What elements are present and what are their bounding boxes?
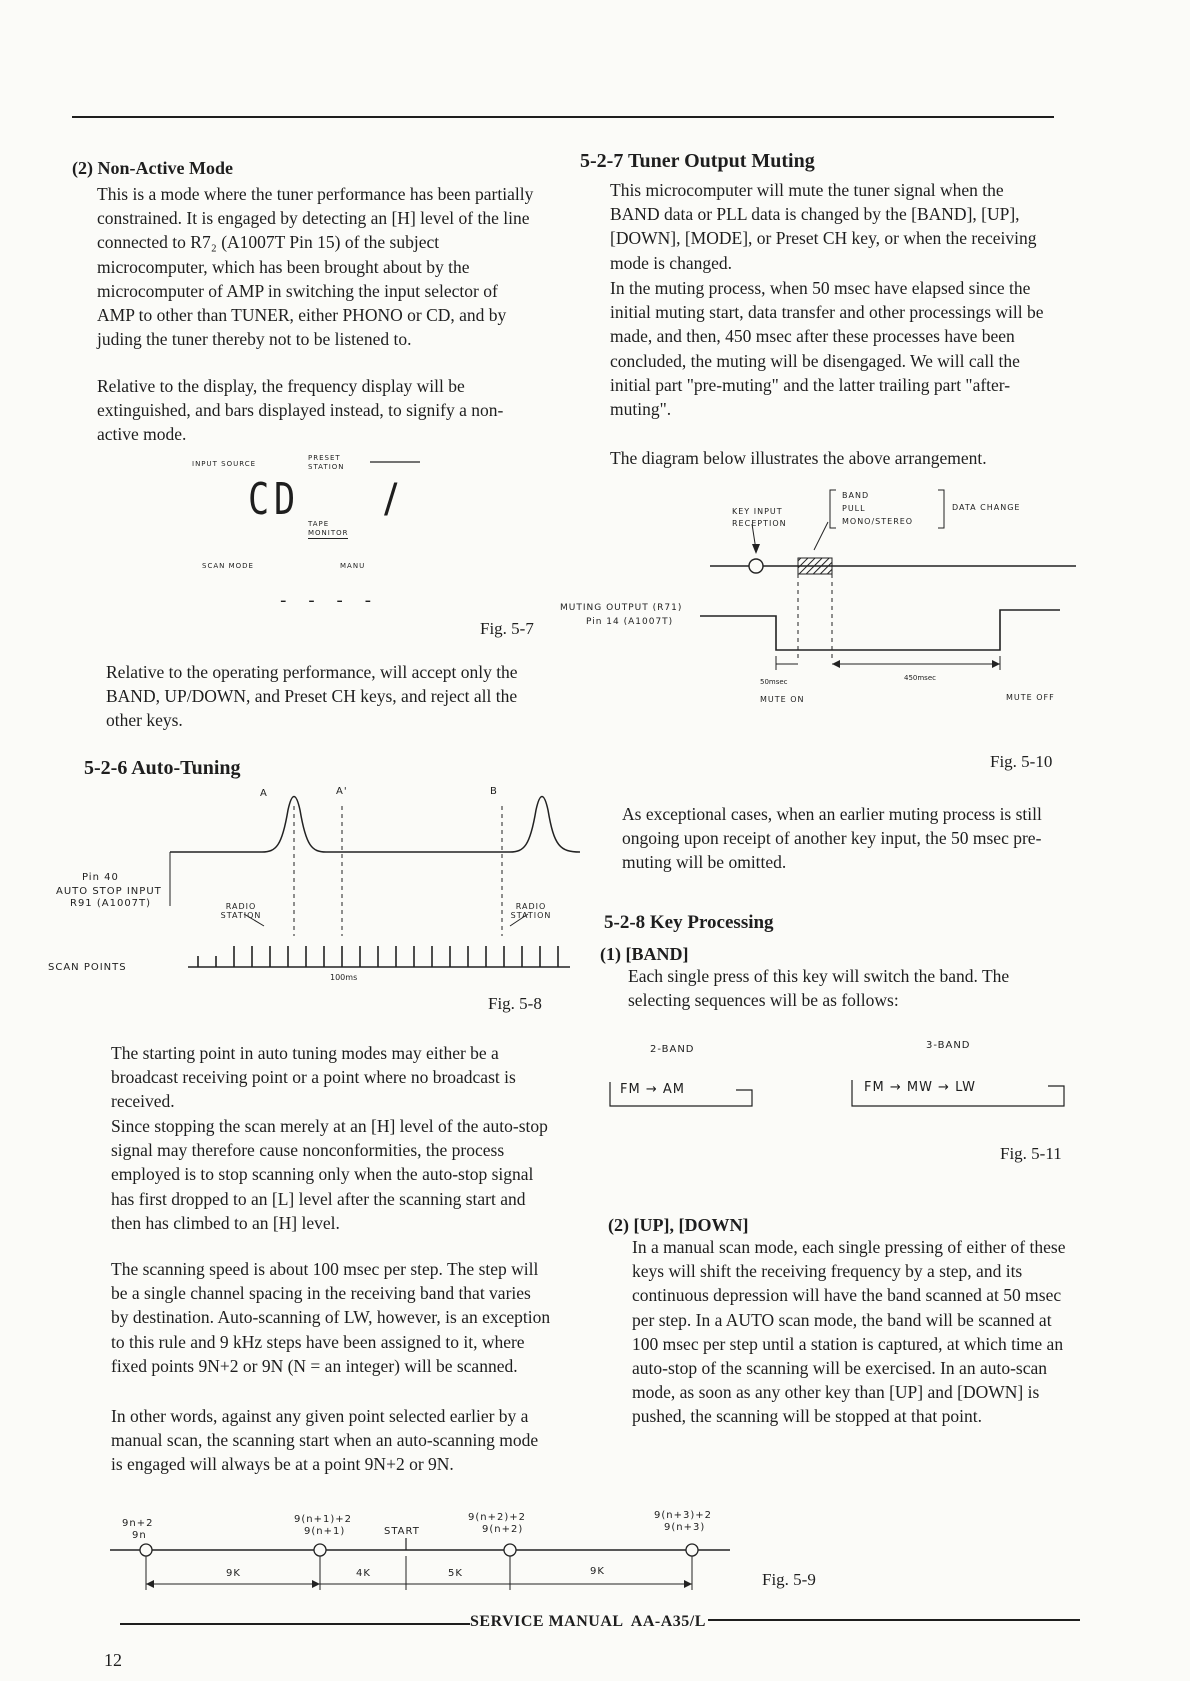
top-rule: [72, 116, 1054, 118]
input-source-label: INPUT SOURCE: [192, 460, 257, 468]
cd-display-text: CD: [248, 474, 300, 525]
channel-digit: /: [384, 476, 398, 522]
scan-points-label: SCAN POINTS: [48, 962, 127, 973]
footer-manual-title: SERVICE MANUAL AA-A35/L: [470, 1613, 706, 1630]
preset-station-label: PRESET STATION: [308, 454, 345, 471]
auto-paragraph-1: The starting point in auto tuning modes may either be a broadcast receiving point or a point where no broadcast is received.: [111, 1043, 516, 1112]
r91-label: R91 (A1007T): [70, 898, 152, 909]
muting-paragraph-1: This microcomputer will mute the tuner signal when the BAND data or PLL data is changed by the [BAND], [UP], [DOWN], [MODE], or Preset CH key, or when the receiving mode is changed.: [610, 180, 1037, 273]
ms50-label: 50msec: [760, 678, 788, 686]
mute-on-label: MUTE ON: [760, 695, 805, 704]
two-band-label: 2-BAND: [650, 1044, 695, 1055]
key-input-label: KEY INPUT: [732, 507, 783, 516]
ms450-label: 450msec: [904, 674, 936, 682]
updown-heading: (2) [UP], [DOWN]: [608, 1215, 749, 1235]
key-processing-heading: 5-2-8 Key Processing: [604, 912, 774, 933]
reception-label: RECEPTION: [732, 519, 787, 528]
fig-5-10-caption: Fig. 5-10: [990, 752, 1053, 771]
muting-figure: [560, 480, 1080, 740]
mute-off-label: MUTE OFF: [1006, 693, 1055, 702]
exception-paragraph: As exceptional cases, when an earlier muting process is still ongoing upon receipt of another key input, the 50 msec pre-muting will be omitted.: [622, 804, 1042, 873]
band-sequence-figure: [600, 1034, 1080, 1134]
pull-label: PULL: [842, 504, 866, 513]
nonactive-heading: (2) Non-Active Mode: [72, 158, 233, 178]
span-9k-left: 9K: [226, 1568, 241, 1579]
band-paragraph: Each single press of this key will switch the band. The selecting sequences will be as follows:: [628, 966, 1010, 1011]
manu-label: MANU: [340, 562, 366, 570]
ms-label: 100ms: [330, 973, 358, 982]
auto-paragraph-2: Since stopping the scan merely at an [H] level of the auto-stop signal may therefore cause nonconformities, the process employed is to stop scanning only when the auto-stop signal has first dropped to an [L] level after the scanning start and then has climbed to an [H] level.: [111, 1116, 548, 1233]
autotuning-figure: [40, 786, 580, 986]
band-heading: (1) [BAND]: [600, 944, 689, 964]
three-band-label: 3-BAND: [926, 1040, 971, 1051]
fig-5-9-caption: Fig. 5-9: [762, 1570, 816, 1589]
auto-paragraph-4: In other words, against any given point selected earlier by a manual scan, the scanning start when an auto-scanning mode is engaged will always be at a point 9N+2 or 9N.: [111, 1406, 539, 1475]
lw-scan-diagram: [110, 1516, 750, 1596]
two-band-sequence: FM → AM: [620, 1082, 685, 1097]
p1b-label: 9n: [132, 1530, 147, 1541]
p2b-label: 9(n+1): [304, 1526, 346, 1537]
fig-5-11-caption: Fig. 5-11: [1000, 1144, 1062, 1163]
muting-heading: 5-2-7 Tuner Output Muting: [580, 150, 815, 172]
auto-stop-label: AUTO STOP INPUT: [56, 886, 162, 897]
footer-rule-left: [120, 1623, 470, 1625]
label-a-prime: A': [336, 786, 348, 797]
page-number: 12: [104, 1650, 122, 1670]
nonactive-paragraph-1: This is a mode where the tuner performance has been partially constrained. It is engaged by detecting an [H] level of the line connected to R7₂ (A1007T Pin 15) of the subject microcomputer, which has been brought about by the microcomputer of AMP in switching the input selector of AMP to other than TUNER, either PHONO or CD, and by juding the tuner thereby not to be listened to.: [97, 184, 534, 350]
footer-rule-right: [708, 1619, 1080, 1621]
three-band-sequence: FM → MW → LW: [864, 1080, 976, 1095]
label-b: B: [490, 786, 498, 797]
start-label: START: [384, 1526, 420, 1537]
radio-station-right-label: RADIO STATION: [510, 902, 552, 920]
span-4k: 4K: [356, 1568, 371, 1579]
auto-paragraph-3: The scanning speed is about 100 msec per step. The step will be a single channel spacing in the receiving band that varies by destination. Auto-scanning of LW, however, is an exception to this rule and 9 kHz steps have been assigned to it, where fixed points 9N+2 or 9N (N = an integer) will be scanned.: [111, 1259, 551, 1376]
muting-output-label: MUTING OUTPUT (R71): [560, 603, 683, 613]
span-5k: 5K: [448, 1568, 463, 1579]
tape-monitor-label: TAPE MONITOR: [308, 520, 349, 537]
label-a: A: [260, 788, 268, 799]
non-active-bars: - - - -: [280, 590, 380, 611]
mono-stereo-label: MONO/STEREO: [842, 517, 914, 526]
p2a-label: 9(n+1)+2: [294, 1514, 352, 1525]
fig-5-7-caption: Fig. 5-7: [480, 619, 534, 638]
data-change-label: DATA CHANGE: [952, 503, 1021, 512]
scan-mode-label: SCAN MODE: [202, 562, 254, 570]
muting-paragraph-3: The diagram below illustrates the above arrangement.: [610, 448, 987, 468]
p3b-label: 9(n+2): [482, 1524, 524, 1535]
span-9k-right: 9K: [590, 1566, 605, 1577]
p4b-label: 9(n+3): [664, 1522, 706, 1533]
keys-paragraph: Relative to the operating performance, will accept only the BAND, UP/DOWN, and Preset CH keys, and reject all the other keys.: [106, 662, 518, 731]
lw-scan-figure: [110, 1510, 750, 1596]
p3a-label: 9(n+2)+2: [468, 1512, 526, 1523]
pin-14-label: Pin 14 (A1007T): [586, 617, 674, 627]
nonactive-paragraph-2: Relative to the display, the frequency display will be extinguished, and bars displayed instead, to signify a non-active mode.: [97, 376, 504, 445]
radio-station-left-label: RADIO STATION: [220, 902, 262, 920]
autotuning-heading: 5-2-6 Auto-Tuning: [84, 757, 241, 779]
band-label: BAND: [842, 491, 870, 500]
pin-40-label: Pin 40: [82, 872, 119, 883]
preset-bracket: [180, 440, 440, 480]
fig-5-8-caption: Fig. 5-8: [488, 994, 542, 1013]
muting-paragraph-2: In the muting process, when 50 msec have elapsed since the initial muting start, data transfer and other processings will be made, and then, 450 msec after these processes have been concluded, the muting will be disengaged. We will call the initial part "pre-muting" and the latter trailing part "after-muting".: [610, 278, 1044, 420]
p4a-label: 9(n+3)+2: [654, 1510, 712, 1521]
p1a-label: 9n+2: [122, 1518, 154, 1529]
updown-paragraph: In a manual scan mode, each single pressing of either of these keys will shift the receiving frequency by a step, and its continuous depression will have the band scanned at 50 msec per step. In a AUTO scan mode, the band will be scanned at 100 msec per step until a station is captured, at which time an auto-stop of the scanning will be exercised. In an auto-scan mode, as soon as any other key than [UP] and [DOWN] is pushed, the scanning will be stopped at that point.: [632, 1237, 1066, 1427]
display-figure: [180, 440, 440, 610]
